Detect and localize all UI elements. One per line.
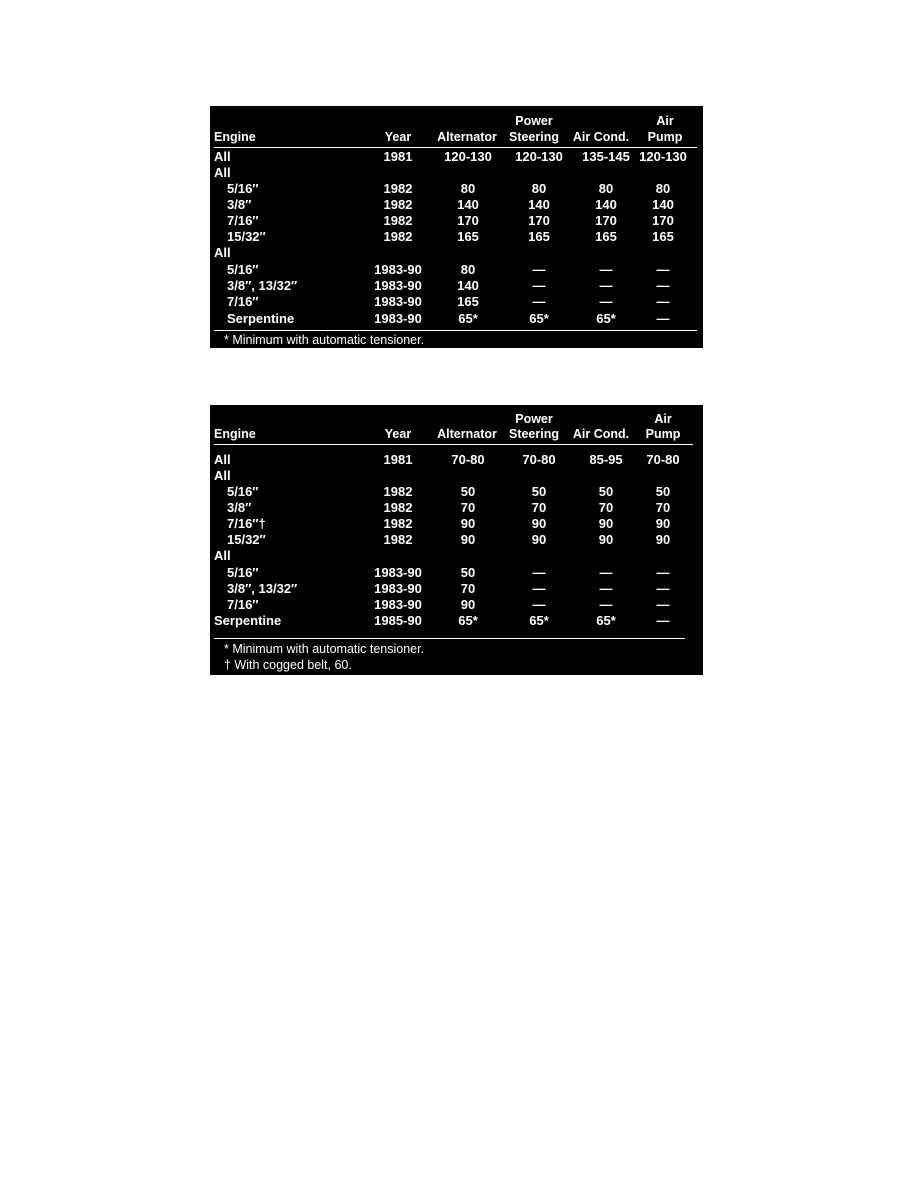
header-engine: Engine [214,427,256,441]
header-power-steering-line2: Steering [508,130,559,144]
footnote: * Minimum with automatic tensioner. [224,642,425,656]
air-pump-cell: — [656,262,670,277]
table-row [210,613,703,629]
table-row [210,500,703,516]
engine-cell: 15/32″ [227,532,266,547]
air-cond-cell: 165 [595,229,617,244]
air-pump-cell: 50 [655,484,671,499]
air-cond-cell: 135-145 [582,149,630,164]
year-cell: 1985-90 [374,613,422,628]
air-pump-cell: — [656,597,670,612]
engine-cell: All [214,468,231,483]
engine-cell: All [214,149,231,164]
alternator-cell: 165 [457,294,479,309]
air-pump-cell: — [656,565,670,580]
engine-cell: Serpentine [214,613,282,628]
table-row [210,565,703,581]
table-row [210,229,703,245]
engine-cell: 7/16″† [227,516,266,531]
year-cell: 1982 [383,516,413,531]
header-power-steering-line2: Steering [508,427,559,441]
air-pump-cell: 140 [652,197,674,212]
year-cell: 1983-90 [374,294,422,309]
table-row [210,149,703,165]
engine-cell: 7/16″ [227,597,259,612]
engine-cell: Serpentine [227,311,295,326]
power-steering-cell: 70-80 [522,452,556,467]
table-row [210,548,703,564]
air-pump-cell: 70-80 [646,452,680,467]
air-cond-cell: 90 [598,516,614,531]
air-cond-cell: — [599,565,613,580]
engine-cell: 3/8″, 13/32″ [227,278,298,293]
air-pump-cell: 80 [655,181,671,196]
alternator-cell: 80 [460,262,476,277]
belt-tension-table-1 [210,106,703,348]
power-steering-cell: 65* [529,613,549,628]
air-pump-cell: — [656,581,670,596]
air-pump-cell: — [656,311,670,326]
air-cond-cell: 170 [595,213,617,228]
table-row [210,468,703,484]
header-alternator: Alternator [437,427,497,441]
power-steering-cell: — [532,294,546,309]
header-air-pump-line1: Air [654,412,672,426]
header-year: Year [384,130,412,144]
table-row [210,245,703,261]
power-steering-cell: 165 [528,229,550,244]
air-pump-cell: 165 [652,229,674,244]
header-air-cond: Air Cond. [572,427,630,441]
header-air-pump-line1: Air [656,114,674,128]
alternator-cell: 70-80 [451,452,485,467]
engine-cell: 3/8″, 13/32″ [227,581,298,596]
table-row [210,311,703,327]
footer-rule [214,330,697,331]
table-row [210,262,703,278]
engine-cell: 3/8″ [227,197,252,212]
engine-cell: 15/32″ [227,229,266,244]
power-steering-cell: — [532,581,546,596]
engine-cell: 5/16″ [227,181,259,196]
power-steering-cell: 70 [531,500,547,515]
belt-tension-table-2 [210,405,703,675]
air-cond-cell: 65* [596,311,616,326]
power-steering-cell: 80 [531,181,547,196]
year-cell: 1983-90 [374,262,422,277]
air-cond-cell: 90 [598,532,614,547]
air-cond-cell: 50 [598,484,614,499]
footnote: † With cogged belt, 60. [224,658,352,672]
engine-cell: 5/16″ [227,484,259,499]
air-cond-cell: — [599,262,613,277]
year-cell: 1981 [383,452,413,467]
year-cell: 1982 [383,532,413,547]
header-alternator: Alternator [437,130,497,144]
air-pump-cell: — [656,613,670,628]
engine-cell: 3/8″ [227,500,252,515]
year-cell: 1982 [383,213,413,228]
air-pump-cell: — [656,278,670,293]
air-cond-cell: 70 [598,500,614,515]
power-steering-cell: — [532,262,546,277]
alternator-cell: 70 [460,581,476,596]
year-cell: 1983-90 [374,278,422,293]
air-pump-cell: 90 [655,516,671,531]
year-cell: 1982 [383,484,413,499]
table-row [210,294,703,310]
table-row [210,452,703,468]
table-row [210,581,703,597]
alternator-cell: 80 [460,181,476,196]
air-pump-cell: — [656,294,670,309]
table-row [210,484,703,500]
year-cell: 1982 [383,500,413,515]
air-cond-cell: — [599,294,613,309]
power-steering-cell: — [532,278,546,293]
header-rule [214,444,693,445]
header-power-steering-line1: Power [515,412,553,426]
header-air-cond: Air Cond. [572,130,630,144]
alternator-cell: 65* [458,613,478,628]
table-row [210,597,703,613]
power-steering-cell: 65* [529,311,549,326]
table-row [210,516,703,532]
alternator-cell: 90 [460,597,476,612]
alternator-cell: 50 [460,565,476,580]
footer-rule [214,638,685,639]
alternator-cell: 65* [458,311,478,326]
engine-cell: 5/16″ [227,262,259,277]
year-cell: 1981 [383,149,413,164]
engine-cell: All [214,165,231,180]
footnote: * Minimum with automatic tensioner. [224,333,425,347]
alternator-cell: 170 [457,213,479,228]
year-cell: 1982 [383,197,413,212]
table-row [210,532,703,548]
engine-cell: 5/16″ [227,565,259,580]
alternator-cell: 50 [460,484,476,499]
engine-cell: All [214,548,231,563]
year-cell: 1983-90 [374,565,422,580]
header-engine: Engine [214,130,256,144]
air-pump-cell: 90 [655,532,671,547]
air-cond-cell: — [599,581,613,596]
year-cell: 1982 [383,181,413,196]
engine-cell: All [214,245,231,260]
engine-cell: 7/16″ [227,294,259,309]
alternator-cell: 90 [460,516,476,531]
year-cell: 1983-90 [374,581,422,596]
power-steering-cell: — [532,597,546,612]
header-rule [214,147,697,148]
power-steering-cell: 170 [528,213,550,228]
header-air-pump-line2: Pump [645,427,681,441]
power-steering-cell: 50 [531,484,547,499]
header-power-steering-line1: Power [515,114,553,128]
air-cond-cell: 140 [595,197,617,212]
air-cond-cell: — [599,278,613,293]
power-steering-cell: 90 [531,516,547,531]
year-cell: 1983-90 [374,311,422,326]
air-cond-cell: 65* [596,613,616,628]
header-air-pump-line2: Pump [647,130,683,144]
year-cell: 1983-90 [374,597,422,612]
alternator-cell: 70 [460,500,476,515]
alternator-cell: 165 [457,229,479,244]
year-cell: 1982 [383,229,413,244]
power-steering-cell: 90 [531,532,547,547]
air-pump-cell: 70 [655,500,671,515]
air-cond-cell: 85-95 [589,452,623,467]
engine-cell: All [214,452,231,467]
header-year: Year [384,427,412,441]
power-steering-cell: 120-130 [515,149,563,164]
air-pump-cell: 120-130 [639,149,687,164]
table-row [210,181,703,197]
engine-cell: 7/16″ [227,213,259,228]
air-cond-cell: — [599,597,613,612]
alternator-cell: 140 [457,278,479,293]
alternator-cell: 140 [457,197,479,212]
table-row [210,165,703,181]
air-pump-cell: 170 [652,213,674,228]
alternator-cell: 120-130 [444,149,492,164]
table-row [210,278,703,294]
power-steering-cell: — [532,565,546,580]
power-steering-cell: 140 [528,197,550,212]
table-row [210,213,703,229]
table-row [210,197,703,213]
air-cond-cell: 80 [598,181,614,196]
alternator-cell: 90 [460,532,476,547]
